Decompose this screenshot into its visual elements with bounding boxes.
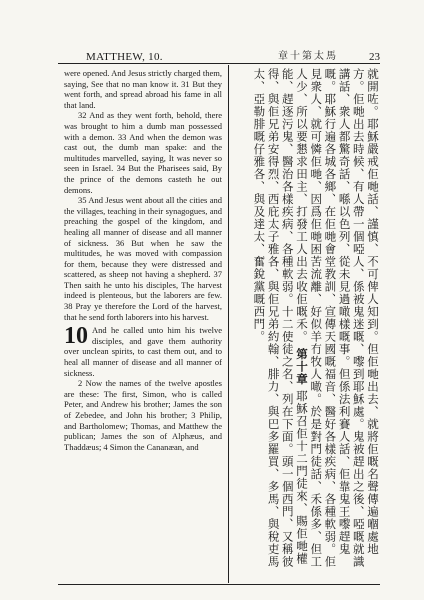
english-column: [64, 68, 222, 452]
chapter-opening: [64, 325, 222, 378]
english-paragraph: 2 Now the names of the twelve apostles are these: The first, Simon, who is called Peter, and Andrew his brother; James the son of Zebedee, and John his brother; 3 Philip, and Bartholomew; Thomas, and Matthew the publican; James the son of Alphæus, and Thaddæus; 4 Simon the Cananæan, and: [64, 378, 222, 452]
page-number: 23: [369, 51, 380, 63]
running-head-english: MATTHEW, 10.: [86, 51, 163, 63]
chapter-opening-text: And he called unto him his twelve disciples, and gave them authority over unclean spirits, to cast them out, and to heal all manner of disease and all manner of sickness.: [64, 325, 222, 378]
chinese-text: 就開咗。耶穌嚴戒佢哋話、謹慎、不可俾人知到。但佢哋出去、就將佢嘅名聲傳遍嗰處地方。佢哋出去時候、有人帶一個啞人、係被鬼迷嘅、嚟到耶穌處。鬼被趕出之後、啞嘅就識講話、衆人都驚奇話、喺以色列、從未見過噉樣嘅事。但係法利賽人話、佢靠鬼王嚟趕鬼嘅。耶穌行遍各城各鄉、在佢哋會堂教訓、宣傳天國嘅福音、醫好各樣疾病、各種軟弱。佢見衆人、就可憐佢哋、因爲佢哋困苦流離、好似羊冇牧人噉。於是對門徒話、禾係多、但工人少、所以要懇求田主、打發工人出去收佢嘅禾。: [294, 68, 380, 568]
chinese-chapter-heading: 第十章: [294, 347, 309, 386]
english-paragraph: 32 And as they went forth, behold, there was brought to him a dumb man possessed with a demon. 33 And when the demon was cast out, the dumb man spake: and the multitudes marvelled, saying, It was never so seen in Israel. 34 But the Pharisees said, By the prince of the demons casteth he out demons.: [64, 110, 222, 195]
english-paragraph: were opened. And Jesus strictly charged them, saying, See that no man know it. 31 But they went forth, and spread abroad his fame in all that land.: [64, 68, 222, 110]
running-head-chinese: 章十第太馬: [278, 51, 338, 62]
header-rule: [58, 63, 380, 64]
chapter-number: 10: [64, 323, 88, 350]
chinese-chapter-text: 耶穌召佢十二門徒來、賜佢哋權能、趕逐污鬼、醫治各樣疾病、各種軟弱。十二使徒之名、列在下面。頭一個西門、又稱彼得、與佢兄弟安得烈、西庇太子雅各、與佢兄弟約翰、腓力、與巴多羅買、多馬、與稅吏馬太、亞勒腓嘅仔雅各、與及達太、奮銳黨嘅西門。: [252, 68, 309, 568]
footer-rule: [58, 584, 380, 585]
english-paragraph: 35 And Jesus went about all the cities and the villages, teaching in their synagogues, and preaching the gospel of the kingdom, and healing all manner of disease and all manner of sickness. 36 But when he saw the multitudes, he was moved with compassion for them, because they were distressed and scattered, as sheep not having a shepherd. 37 Then saith he unto his disciples, The harvest indeed is plenteous, but the laborers are few. 38 Pray ye therefore the Lord of the harvest, that he send forth laborers into his harvest.: [64, 195, 222, 322]
column-divider: [228, 65, 229, 583]
chinese-column: [236, 68, 380, 580]
